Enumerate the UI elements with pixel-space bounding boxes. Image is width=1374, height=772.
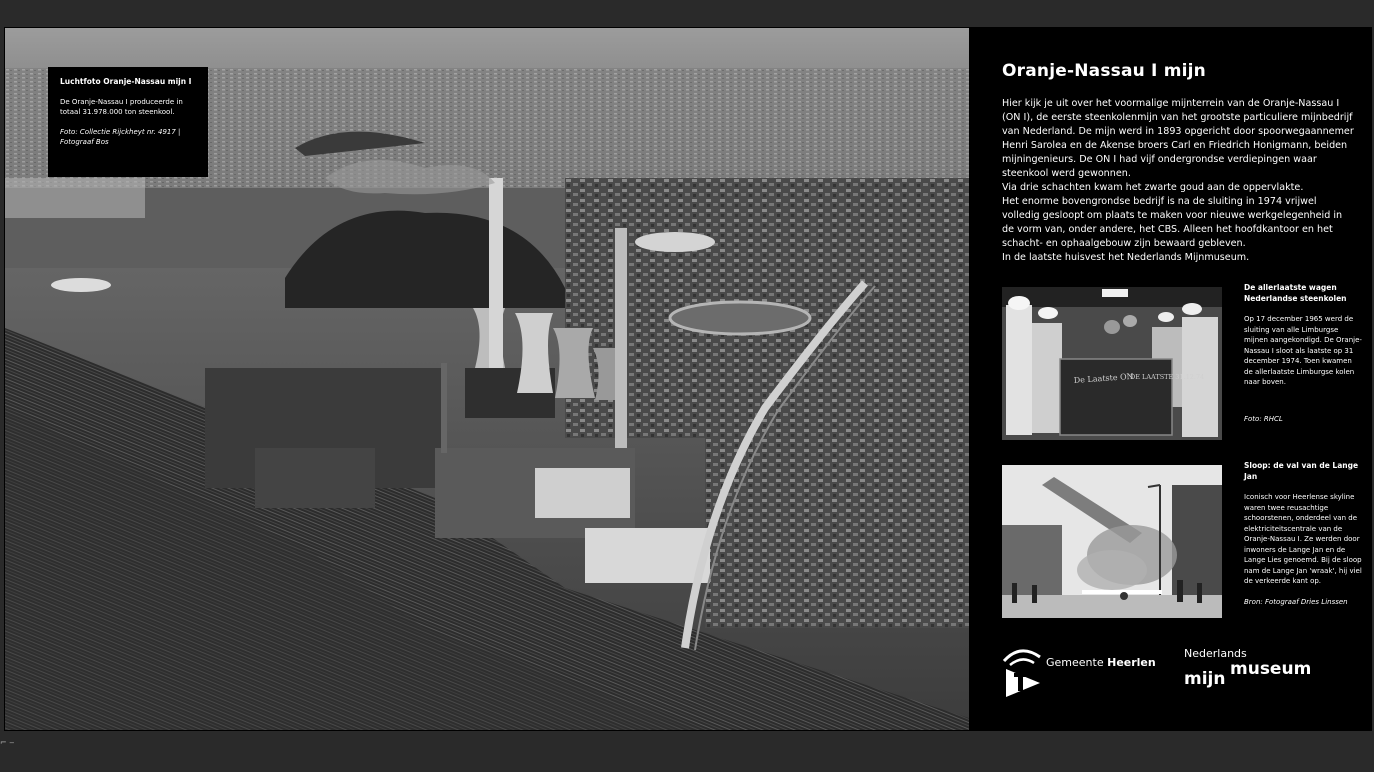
main-paragraph: Via drie schachten kwam het zwarte goud aan de oppervlakte. [1002,182,1304,193]
last-wagon-photo [1002,287,1222,440]
aerial-photo [5,28,969,730]
page-title: Oranje-Nassau I mijn [1002,61,1206,81]
heerlen-emblem-icon [1000,643,1044,699]
main-paragraph: Het enorme bovengrondse bedrijf is na de sluiting in 1974 vrijwel volledig gesloopt om plaats te maken voor nieuwe werkgelegenheid in de vorm van, onder andere, het CBS. Alleen het hoofdkantoor en het schacht- en ophaalgebouw zijn bewaard gebleven. [1002,196,1343,249]
heerlen-prefix: Gemeente [1046,656,1104,669]
last-wagon-credit: Foto: RHCL [1244,414,1283,423]
last-wagon-title: De allerlaatste wagen Nederlandse steenkolen [1244,283,1347,303]
mijnmuseum-logo [1184,647,1334,697]
last-wagon-illustration [1002,287,1222,440]
demolition-credit: Bron: Fotograaf Dries Linssen [1244,597,1348,606]
last-wagon-text: Op 17 december 1965 werd de sluiting van alle Limburgse mijnen aangekondigd. De Oranje-Nassau I sloot als laatste op 31 december 1974. Toen kwamen de allerlaatste Limburgse kolen naar boven. [1244,315,1362,386]
demolition-sidebar [1244,461,1362,607]
main-description [1002,97,1357,265]
gemeente-heerlen-logo [1000,643,1160,699]
demolition-title: Sloop: de val van de Lange Jan [1244,461,1359,481]
heerlen-logo-text [1046,656,1156,669]
last-wagon-sidebar [1244,283,1362,424]
cart-inscription-left: De Laatste ON [1073,371,1134,385]
museum-logo-line1: Nederlands [1184,647,1247,660]
heerlen-name: Heerlen [1107,656,1156,669]
aerial-caption-title: Luchtfoto Oranje-Nassau mijn I [60,77,192,86]
main-paragraph: In de laatste huisvest het Nederlands Mijnmuseum. [1002,252,1250,263]
aerial-caption [48,67,208,177]
demolition-text: Iconisch voor Heerlense skyline waren twee reusachtige schoorstenen, onderdeel van de elektriciteitscentrale van de Oranje-Nassau I. Ze werden door inwoners de Lange Jan en de Lange Lies genoemd. Bij de sloop nam de Lange Jan 'wraak', hij viel de verkeerde kant op. [1244,493,1362,585]
cart-inscription-right: DE LAATSTE 31.12.74 [1130,373,1205,381]
text-column [970,27,1372,731]
museum-logo-museum: museum [1230,659,1312,679]
demolition-photo [1002,465,1222,618]
info-panel [4,27,1372,731]
museum-logo-mijn: mijn [1184,669,1226,689]
demolition-illustration [1002,465,1222,618]
main-paragraph: Hier kijk je uit over het voormalige mijnterrein van de Oranje-Nassau I (ON I), de eerste steenkolenmijn van het grootste particuliere mijnbedrijf van Nederland. De mijn werd in 1893 opgericht door spoorwegaannemer Henri Sarolea en de Akense broers Carl en Friedrich Honigmann, beiden mijningenieurs. De ON I had vijf ondergrondse verdiepingen waar steenkool werd gewonnen. [1002,98,1354,179]
footer-mark: ⌐ ‒ [0,738,15,747]
aerial-caption-credit: Foto: Collectie Rijckheyt nr. 4917 | Fotograaf Bos [60,128,181,146]
aerial-caption-text: De Oranje-Nassau I produceerde in totaal 31.978.000 ton steenkool. [60,98,183,116]
